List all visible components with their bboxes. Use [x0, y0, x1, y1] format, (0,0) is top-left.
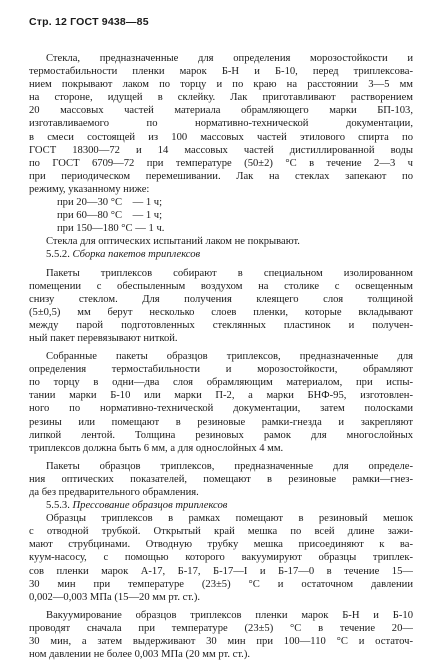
section-number: 5.5.2.	[46, 249, 70, 261]
text-line: проводят сначала при температуре (23±5) °С в течение 20—	[29, 622, 413, 634]
text-line: по торцу в одни—два слоя обрамляющим материалом, при испы-	[29, 377, 413, 389]
text-line: ГОСТ 18300—72 и 14 массовых частей дистиллированной воды	[29, 144, 413, 156]
text-line: ный пакет перевязывают ниткой.	[29, 332, 178, 344]
text-line: 20 массовых частей материала обрамляющего марки БП-103,	[29, 105, 413, 117]
text-line: Пакеты триплексов собирают в специальном изолированном	[46, 267, 413, 279]
text-line: куум-насосу, с помощью которого вакуумируют образцы триплек-	[29, 552, 413, 564]
text-line: сов пленки марок А-17, Б-17, Б-17—I и Б-17—0 в течение 15—	[29, 565, 413, 577]
baking-mode-item: при 20—30 °С — 1 ч;	[57, 197, 163, 209]
baking-modes-list	[29, 196, 413, 235]
text-line: изготавливаемого по нормативно-технической документации,	[29, 118, 413, 130]
text-line: определения термостабильности и морозостойкости, обрамляют	[29, 364, 413, 376]
text-line: при периодическом перемешивании. Лак на стеклах запекают по	[29, 170, 413, 182]
text-line: Пакеты образцов триплексов, предназначенные для определе-	[46, 460, 413, 472]
text-line: на стороне, идущей в склейку. Лак приготавливают растворением	[29, 92, 413, 104]
text-line: 30 мин, а затем выдерживают 30 мин при 100—110 °С и остаточ-	[29, 636, 413, 648]
optical-note: Стекла для оптических испытаний лаком не покрывают.	[46, 236, 300, 248]
text-line: по ГОСТ 6709—72 при температуре (50±2) °С в течение 2—3 ч	[29, 157, 413, 169]
text-line: мают струбцинами. Отводную трубку мешка присоединяют к ва-	[29, 539, 413, 551]
text-line: Вакуумирование образцов триплексов пленки марок Б-Н и Б-10	[46, 609, 413, 621]
text-line: (5±0,5) мм берут несколько слоев пленки, которые вкладывают	[29, 306, 413, 318]
section-heading-5-5-2	[29, 248, 413, 261]
paragraph-optical-packs	[29, 460, 413, 499]
paragraph-assembly	[29, 267, 413, 346]
section-heading-5-5-3	[29, 499, 413, 512]
text-line: между парой подготовленных стеклянных пластинок и получен-	[29, 319, 413, 331]
text-line: Стекла, предназначенные для определения морозостойкости и	[46, 53, 413, 64]
section-title: Сборка пакетов триплексов	[72, 249, 201, 261]
text-line: да без предварительного обрамления.	[29, 487, 199, 498]
text-line: 0,002—0,003 МПа (15—20 мм рт. ст.).	[29, 591, 200, 603]
text-line: тании марки Б-10 или марки П-2, а марки БНФ-95, изготовлен-	[29, 390, 413, 402]
baking-mode-item: при 60—80 °С — 1 ч;	[57, 210, 163, 222]
text-line: ном давлении не более 0,003 МПа (20 мм рт. ст.).	[29, 649, 250, 661]
text-line: термостабильности пленки марок Б-Н и Б-10, перед триплексова-	[29, 66, 413, 78]
document-body	[29, 52, 413, 661]
page-header: Стр. 12 ГОСТ 9438—85	[29, 16, 149, 28]
paragraph-framing	[29, 350, 413, 455]
text-line: Собранные пакеты образцов триплексов, предназначенные для	[46, 351, 413, 363]
text-line: ния оптических показателей, помещают в резиновые рамки—гнез-	[29, 473, 413, 485]
text-line: 30 мин при температуре (23±5) °С и остаточном давлении	[29, 578, 413, 590]
paragraph-vacuum	[29, 609, 413, 661]
paragraph-pressing	[29, 512, 413, 604]
text-line: снизу стеклом. Для получения клеящего слоя толщиной	[29, 293, 413, 305]
text-line: Образцы триплексов в рамках помещают в резиновый мешок	[46, 513, 413, 525]
text-line: нием покрывают лаком по торцу и по краю на расстоянии 3—5 мм	[29, 79, 413, 91]
baking-mode-item: при 150—180 °С — 1 ч.	[57, 223, 165, 235]
text-line: триплексов должна быть 6 мм, а для однослойных 4 мм.	[29, 442, 284, 454]
paragraph-varnish	[29, 52, 413, 196]
text-line: в смеси состоящей из 100 массовых частей этилового спирта по	[29, 131, 413, 143]
text-line: режиму, указанному ниже:	[29, 183, 150, 195]
text-line: липкой лентой. Толщина резиновых рамок для многослойных	[29, 429, 413, 441]
text-line: ного по нормативно-технической документации, затем полосками	[29, 403, 413, 415]
text-line: с отводной трубкой. Открытый край мешка по всей длине зажи-	[29, 526, 413, 538]
section-number: 5.5.3.	[46, 500, 70, 512]
text-line: помещении с обеспыленным воздухом на столике с освещенным	[29, 280, 413, 292]
section-title: Прессование образцов триплексов	[72, 500, 228, 512]
text-line: резины или помещают в резиновые рамки-гнезда и закрепляют	[29, 416, 413, 428]
